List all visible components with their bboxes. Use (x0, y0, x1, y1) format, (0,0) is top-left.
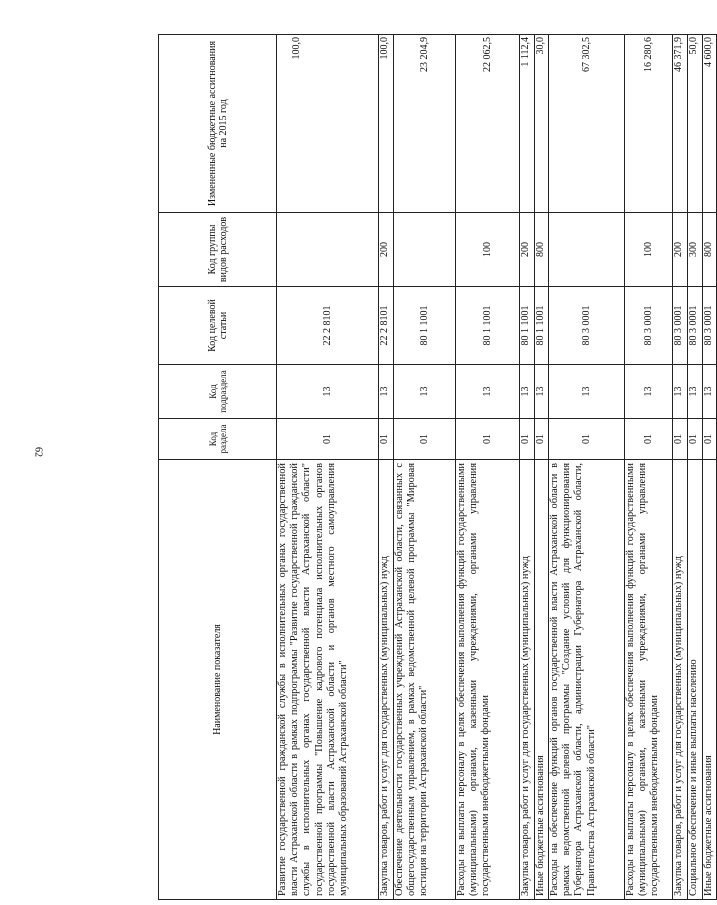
row-section: 01 (379, 419, 394, 460)
row-group: 300 (688, 213, 703, 287)
row-section: 01 (549, 419, 625, 460)
table-row (673, 35, 688, 900)
row-name: Иные бюджетные ассигнования (703, 460, 717, 900)
table-row (703, 35, 717, 900)
row-amount: 67 302,5 (549, 35, 625, 213)
row-amount: 30,0 (535, 35, 549, 213)
row-amount: 16 280,6 (625, 35, 673, 213)
row-subsection: 13 (456, 365, 520, 419)
row-section: 01 (625, 419, 673, 460)
row-target: 80 1 1001 (456, 287, 520, 365)
row-subsection: 13 (520, 365, 535, 419)
table-row (549, 35, 625, 900)
page-number: 62 (32, 447, 44, 457)
header-subsection: Код подраздела (159, 365, 277, 419)
row-group: 100 (456, 213, 520, 287)
header-expense-group: Код группы видов расходов (159, 213, 277, 287)
row-subsection: 13 (277, 365, 379, 419)
row-name: Закупка товаров, работ и услуг для государственных (муниципальных) нужд (379, 460, 394, 900)
row-amount: 50,0 (688, 35, 703, 213)
row-section: 01 (535, 419, 549, 460)
row-target: 80 1 1001 (520, 287, 535, 365)
row-section: 01 (703, 419, 717, 460)
row-amount: 100,0 (379, 35, 394, 213)
table-row (625, 35, 673, 900)
header-section: Код раздела (159, 419, 277, 460)
row-group: 100 (625, 213, 673, 287)
row-name: Расходы на выплаты персоналу в целях обеспечения выполнения функций государственными (муниципальными) органами, казенными учреждениями, органами управления государственными внебюджетными фондами (625, 460, 673, 900)
row-subsection: 13 (688, 365, 703, 419)
header-row (159, 35, 277, 900)
row-target: 80 3 0001 (703, 287, 717, 365)
header-name: Наименование показателя (159, 460, 277, 900)
row-section: 01 (394, 419, 456, 460)
row-group: 200 (520, 213, 535, 287)
budget-table (158, 34, 717, 900)
row-subsection: 13 (549, 365, 625, 419)
row-group: 800 (535, 213, 549, 287)
row-group (277, 213, 379, 287)
row-section: 01 (520, 419, 535, 460)
row-amount: 100,0 (277, 35, 379, 213)
row-section: 01 (688, 419, 703, 460)
row-name: Обеспечение деятельности государственных учреждений Астраханской области, связанных с общегосударственным управлением, в рамках ведомственной целевой программы "Мировая юстиция на территории Астраханской области" (394, 460, 456, 900)
row-subsection: 13 (379, 365, 394, 419)
row-name: Развитие государственной гражданской службы в исполнительных органах государственной власти Астраханской области в рамках подпрограммы "Развитие государственной гражданской службы в исполнительных органах государственной власти Астраханской области" государственной программы "Повышение кадрового потенциала исполнительных органов государственной власти Астраханской области и органов местного самоуправления муниципальных образований Астраханской области" (277, 460, 379, 900)
row-target: 80 3 0001 (549, 287, 625, 365)
table-row (277, 35, 379, 900)
row-name: Иные бюджетные ассигнования (535, 460, 549, 900)
row-group: 800 (703, 213, 717, 287)
row-subsection: 13 (535, 365, 549, 419)
table-row (688, 35, 703, 900)
row-name: Социальное обеспечение и иные выплаты населению (688, 460, 703, 900)
row-section: 01 (277, 419, 379, 460)
row-name: Закупка товаров, работ и услуг для государственных (муниципальных) нужд (520, 460, 535, 900)
row-name: Закупка товаров, работ и услуг для государственных (муниципальных) нужд (673, 460, 688, 900)
row-amount: 23 204,9 (394, 35, 456, 213)
row-name: Расходы на обеспечение функций органов государственной власти Астраханской области в рамках ведомственной целевой программы "Создание условий для функционирования Губернатора Астраханской области, администрации Губернатора Астраханской области, Правительства Астраханской области" (549, 460, 625, 900)
table-row (535, 35, 549, 900)
row-target: 80 1 1001 (535, 287, 549, 365)
row-target: 80 3 0001 (625, 287, 673, 365)
rotated-page-content (158, 35, 714, 900)
row-subsection: 13 (703, 365, 717, 419)
row-section: 01 (456, 419, 520, 460)
row-target: 80 3 0001 (688, 287, 703, 365)
row-group (394, 213, 456, 287)
row-group: 200 (379, 213, 394, 287)
row-target: 80 3 0001 (673, 287, 688, 365)
row-target: 80 1 1001 (394, 287, 456, 365)
row-amount: 22 062,5 (456, 35, 520, 213)
row-amount: 46 371,9 (673, 35, 688, 213)
table-row (379, 35, 394, 900)
row-group: 200 (673, 213, 688, 287)
table-row (456, 35, 520, 900)
row-target: 22 2 8101 (277, 287, 379, 365)
row-subsection: 13 (673, 365, 688, 419)
row-group (549, 213, 625, 287)
row-amount: 1 112,4 (520, 35, 535, 213)
row-target: 22 2 8101 (379, 287, 394, 365)
header-target: Код целевой статьи (159, 287, 277, 365)
row-name: Расходы на выплаты персоналу в целях обеспечения выполнения функций государственными (муниципальными) органами, казенными учреждениями, органами управления государственными внебюджетными фондами (456, 460, 520, 900)
row-subsection: 13 (625, 365, 673, 419)
row-amount: 4 600,0 (703, 35, 717, 213)
row-subsection: 13 (394, 365, 456, 419)
header-amount: Измененные бюджетные ассигнования на 2015 год (159, 35, 277, 213)
row-section: 01 (673, 419, 688, 460)
table-row (520, 35, 535, 900)
table-row (394, 35, 456, 900)
